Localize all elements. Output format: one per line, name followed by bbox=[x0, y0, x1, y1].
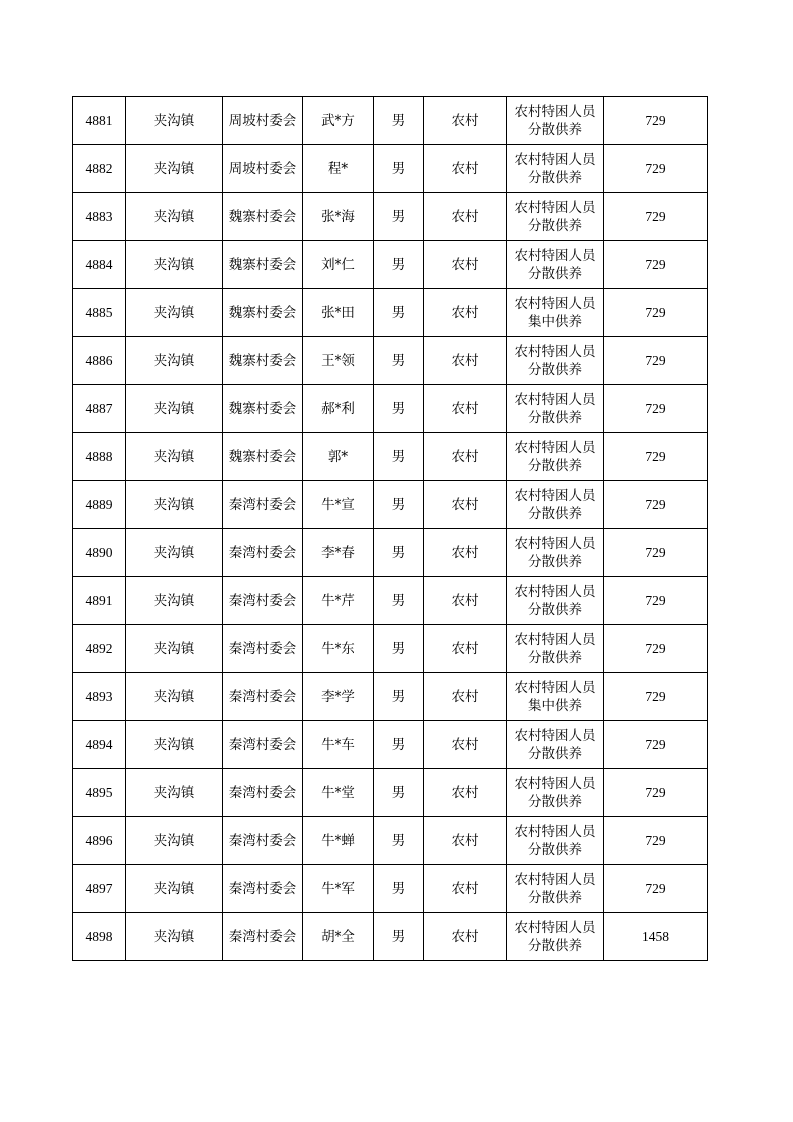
person-name-cell: 张*海 bbox=[303, 193, 374, 241]
gender-cell: 男 bbox=[374, 433, 424, 481]
area-type-cell: 农村 bbox=[424, 529, 507, 577]
record-id-cell: 4896 bbox=[73, 817, 126, 865]
amount-cell: 729 bbox=[604, 145, 708, 193]
village-cell: 周坡村委会 bbox=[223, 145, 303, 193]
area-type-cell: 农村 bbox=[424, 145, 507, 193]
area-type-cell: 农村 bbox=[424, 817, 507, 865]
town-cell: 夹沟镇 bbox=[126, 673, 223, 721]
village-cell: 周坡村委会 bbox=[223, 97, 303, 145]
town-cell: 夹沟镇 bbox=[126, 97, 223, 145]
town-cell: 夹沟镇 bbox=[126, 385, 223, 433]
area-type-cell: 农村 bbox=[424, 769, 507, 817]
area-type-cell: 农村 bbox=[424, 481, 507, 529]
town-cell: 夹沟镇 bbox=[126, 337, 223, 385]
person-name-cell: 刘*仁 bbox=[303, 241, 374, 289]
support-category-cell: 农村特困人员分散供养 bbox=[507, 481, 604, 529]
record-id-cell: 4882 bbox=[73, 145, 126, 193]
village-cell: 魏寨村委会 bbox=[223, 385, 303, 433]
table-row bbox=[73, 97, 708, 145]
table-row bbox=[73, 145, 708, 193]
record-id-cell: 4883 bbox=[73, 193, 126, 241]
amount-cell: 729 bbox=[604, 769, 708, 817]
amount-cell: 729 bbox=[604, 481, 708, 529]
amount-cell: 729 bbox=[604, 577, 708, 625]
support-category-cell: 农村特困人员分散供养 bbox=[507, 913, 604, 961]
town-cell: 夹沟镇 bbox=[126, 625, 223, 673]
area-type-cell: 农村 bbox=[424, 625, 507, 673]
gender-cell: 男 bbox=[374, 913, 424, 961]
table-row bbox=[73, 337, 708, 385]
support-category-cell: 农村特困人员集中供养 bbox=[507, 289, 604, 337]
village-cell: 魏寨村委会 bbox=[223, 193, 303, 241]
town-cell: 夹沟镇 bbox=[126, 241, 223, 289]
town-cell: 夹沟镇 bbox=[126, 577, 223, 625]
table-row bbox=[73, 865, 708, 913]
area-type-cell: 农村 bbox=[424, 721, 507, 769]
record-id-cell: 4892 bbox=[73, 625, 126, 673]
village-cell: 魏寨村委会 bbox=[223, 433, 303, 481]
support-category-cell: 农村特困人员分散供养 bbox=[507, 769, 604, 817]
town-cell: 夹沟镇 bbox=[126, 481, 223, 529]
village-cell: 秦湾村委会 bbox=[223, 721, 303, 769]
gender-cell: 男 bbox=[374, 673, 424, 721]
person-name-cell: 李*春 bbox=[303, 529, 374, 577]
gender-cell: 男 bbox=[374, 145, 424, 193]
town-cell: 夹沟镇 bbox=[126, 817, 223, 865]
amount-cell: 729 bbox=[604, 193, 708, 241]
area-type-cell: 农村 bbox=[424, 577, 507, 625]
gender-cell: 男 bbox=[374, 289, 424, 337]
village-cell: 魏寨村委会 bbox=[223, 289, 303, 337]
person-name-cell: 张*田 bbox=[303, 289, 374, 337]
amount-cell: 729 bbox=[604, 385, 708, 433]
gender-cell: 男 bbox=[374, 577, 424, 625]
person-name-cell: 牛*东 bbox=[303, 625, 374, 673]
amount-cell: 729 bbox=[604, 673, 708, 721]
person-name-cell: 牛*芹 bbox=[303, 577, 374, 625]
area-type-cell: 农村 bbox=[424, 385, 507, 433]
record-id-cell: 4891 bbox=[73, 577, 126, 625]
area-type-cell: 农村 bbox=[424, 289, 507, 337]
area-type-cell: 农村 bbox=[424, 913, 507, 961]
area-type-cell: 农村 bbox=[424, 97, 507, 145]
gender-cell: 男 bbox=[374, 193, 424, 241]
gender-cell: 男 bbox=[374, 769, 424, 817]
person-name-cell: 李*学 bbox=[303, 673, 374, 721]
table-row bbox=[73, 385, 708, 433]
table-row bbox=[73, 721, 708, 769]
table-row bbox=[73, 817, 708, 865]
village-cell: 秦湾村委会 bbox=[223, 481, 303, 529]
records-table bbox=[72, 96, 708, 961]
village-cell: 秦湾村委会 bbox=[223, 817, 303, 865]
town-cell: 夹沟镇 bbox=[126, 769, 223, 817]
table-row bbox=[73, 481, 708, 529]
record-id-cell: 4898 bbox=[73, 913, 126, 961]
gender-cell: 男 bbox=[374, 529, 424, 577]
person-name-cell: 胡*全 bbox=[303, 913, 374, 961]
table-row bbox=[73, 289, 708, 337]
table-row bbox=[73, 769, 708, 817]
gender-cell: 男 bbox=[374, 481, 424, 529]
support-category-cell: 农村特困人员分散供养 bbox=[507, 337, 604, 385]
gender-cell: 男 bbox=[374, 721, 424, 769]
amount-cell: 1458 bbox=[604, 913, 708, 961]
amount-cell: 729 bbox=[604, 817, 708, 865]
town-cell: 夹沟镇 bbox=[126, 721, 223, 769]
amount-cell: 729 bbox=[604, 433, 708, 481]
person-name-cell: 牛*车 bbox=[303, 721, 374, 769]
record-id-cell: 4887 bbox=[73, 385, 126, 433]
record-id-cell: 4897 bbox=[73, 865, 126, 913]
table-row bbox=[73, 193, 708, 241]
amount-cell: 729 bbox=[604, 865, 708, 913]
town-cell: 夹沟镇 bbox=[126, 145, 223, 193]
amount-cell: 729 bbox=[604, 721, 708, 769]
person-name-cell: 王*领 bbox=[303, 337, 374, 385]
support-category-cell: 农村特困人员分散供养 bbox=[507, 193, 604, 241]
gender-cell: 男 bbox=[374, 97, 424, 145]
support-category-cell: 农村特困人员分散供养 bbox=[507, 97, 604, 145]
record-id-cell: 4886 bbox=[73, 337, 126, 385]
person-name-cell: 郭* bbox=[303, 433, 374, 481]
support-category-cell: 农村特困人员分散供养 bbox=[507, 529, 604, 577]
gender-cell: 男 bbox=[374, 865, 424, 913]
village-cell: 秦湾村委会 bbox=[223, 577, 303, 625]
amount-cell: 729 bbox=[604, 529, 708, 577]
town-cell: 夹沟镇 bbox=[126, 433, 223, 481]
village-cell: 魏寨村委会 bbox=[223, 241, 303, 289]
area-type-cell: 农村 bbox=[424, 673, 507, 721]
support-category-cell: 农村特困人员集中供养 bbox=[507, 673, 604, 721]
gender-cell: 男 bbox=[374, 337, 424, 385]
amount-cell: 729 bbox=[604, 97, 708, 145]
town-cell: 夹沟镇 bbox=[126, 529, 223, 577]
record-id-cell: 4888 bbox=[73, 433, 126, 481]
village-cell: 魏寨村委会 bbox=[223, 337, 303, 385]
table-row bbox=[73, 241, 708, 289]
support-category-cell: 农村特困人员分散供养 bbox=[507, 865, 604, 913]
support-category-cell: 农村特困人员分散供养 bbox=[507, 817, 604, 865]
person-name-cell: 牛*宣 bbox=[303, 481, 374, 529]
area-type-cell: 农村 bbox=[424, 433, 507, 481]
person-name-cell: 郝*利 bbox=[303, 385, 374, 433]
support-category-cell: 农村特困人员分散供养 bbox=[507, 433, 604, 481]
village-cell: 秦湾村委会 bbox=[223, 673, 303, 721]
table-row bbox=[73, 577, 708, 625]
record-id-cell: 4889 bbox=[73, 481, 126, 529]
table-row bbox=[73, 433, 708, 481]
support-category-cell: 农村特困人员分散供养 bbox=[507, 721, 604, 769]
table-row bbox=[73, 673, 708, 721]
gender-cell: 男 bbox=[374, 625, 424, 673]
area-type-cell: 农村 bbox=[424, 193, 507, 241]
village-cell: 秦湾村委会 bbox=[223, 913, 303, 961]
record-id-cell: 4893 bbox=[73, 673, 126, 721]
area-type-cell: 农村 bbox=[424, 337, 507, 385]
person-name-cell: 牛*堂 bbox=[303, 769, 374, 817]
record-id-cell: 4884 bbox=[73, 241, 126, 289]
person-name-cell: 武*方 bbox=[303, 97, 374, 145]
gender-cell: 男 bbox=[374, 817, 424, 865]
person-name-cell: 牛*蝉 bbox=[303, 817, 374, 865]
support-category-cell: 农村特困人员分散供养 bbox=[507, 625, 604, 673]
village-cell: 秦湾村委会 bbox=[223, 865, 303, 913]
record-id-cell: 4890 bbox=[73, 529, 126, 577]
area-type-cell: 农村 bbox=[424, 865, 507, 913]
support-category-cell: 农村特困人员分散供养 bbox=[507, 241, 604, 289]
gender-cell: 男 bbox=[374, 241, 424, 289]
support-category-cell: 农村特困人员分散供养 bbox=[507, 145, 604, 193]
table-row bbox=[73, 913, 708, 961]
table-body bbox=[73, 97, 708, 961]
village-cell: 秦湾村委会 bbox=[223, 625, 303, 673]
support-category-cell: 农村特困人员分散供养 bbox=[507, 385, 604, 433]
town-cell: 夹沟镇 bbox=[126, 289, 223, 337]
village-cell: 秦湾村委会 bbox=[223, 529, 303, 577]
person-name-cell: 牛*军 bbox=[303, 865, 374, 913]
record-id-cell: 4881 bbox=[73, 97, 126, 145]
record-id-cell: 4885 bbox=[73, 289, 126, 337]
record-id-cell: 4895 bbox=[73, 769, 126, 817]
village-cell: 秦湾村委会 bbox=[223, 769, 303, 817]
support-category-cell: 农村特困人员分散供养 bbox=[507, 577, 604, 625]
amount-cell: 729 bbox=[604, 241, 708, 289]
town-cell: 夹沟镇 bbox=[126, 865, 223, 913]
record-id-cell: 4894 bbox=[73, 721, 126, 769]
gender-cell: 男 bbox=[374, 385, 424, 433]
table-row bbox=[73, 625, 708, 673]
amount-cell: 729 bbox=[604, 625, 708, 673]
town-cell: 夹沟镇 bbox=[126, 193, 223, 241]
area-type-cell: 农村 bbox=[424, 241, 507, 289]
town-cell: 夹沟镇 bbox=[126, 913, 223, 961]
table-row bbox=[73, 529, 708, 577]
amount-cell: 729 bbox=[604, 289, 708, 337]
person-name-cell: 程* bbox=[303, 145, 374, 193]
amount-cell: 729 bbox=[604, 337, 708, 385]
